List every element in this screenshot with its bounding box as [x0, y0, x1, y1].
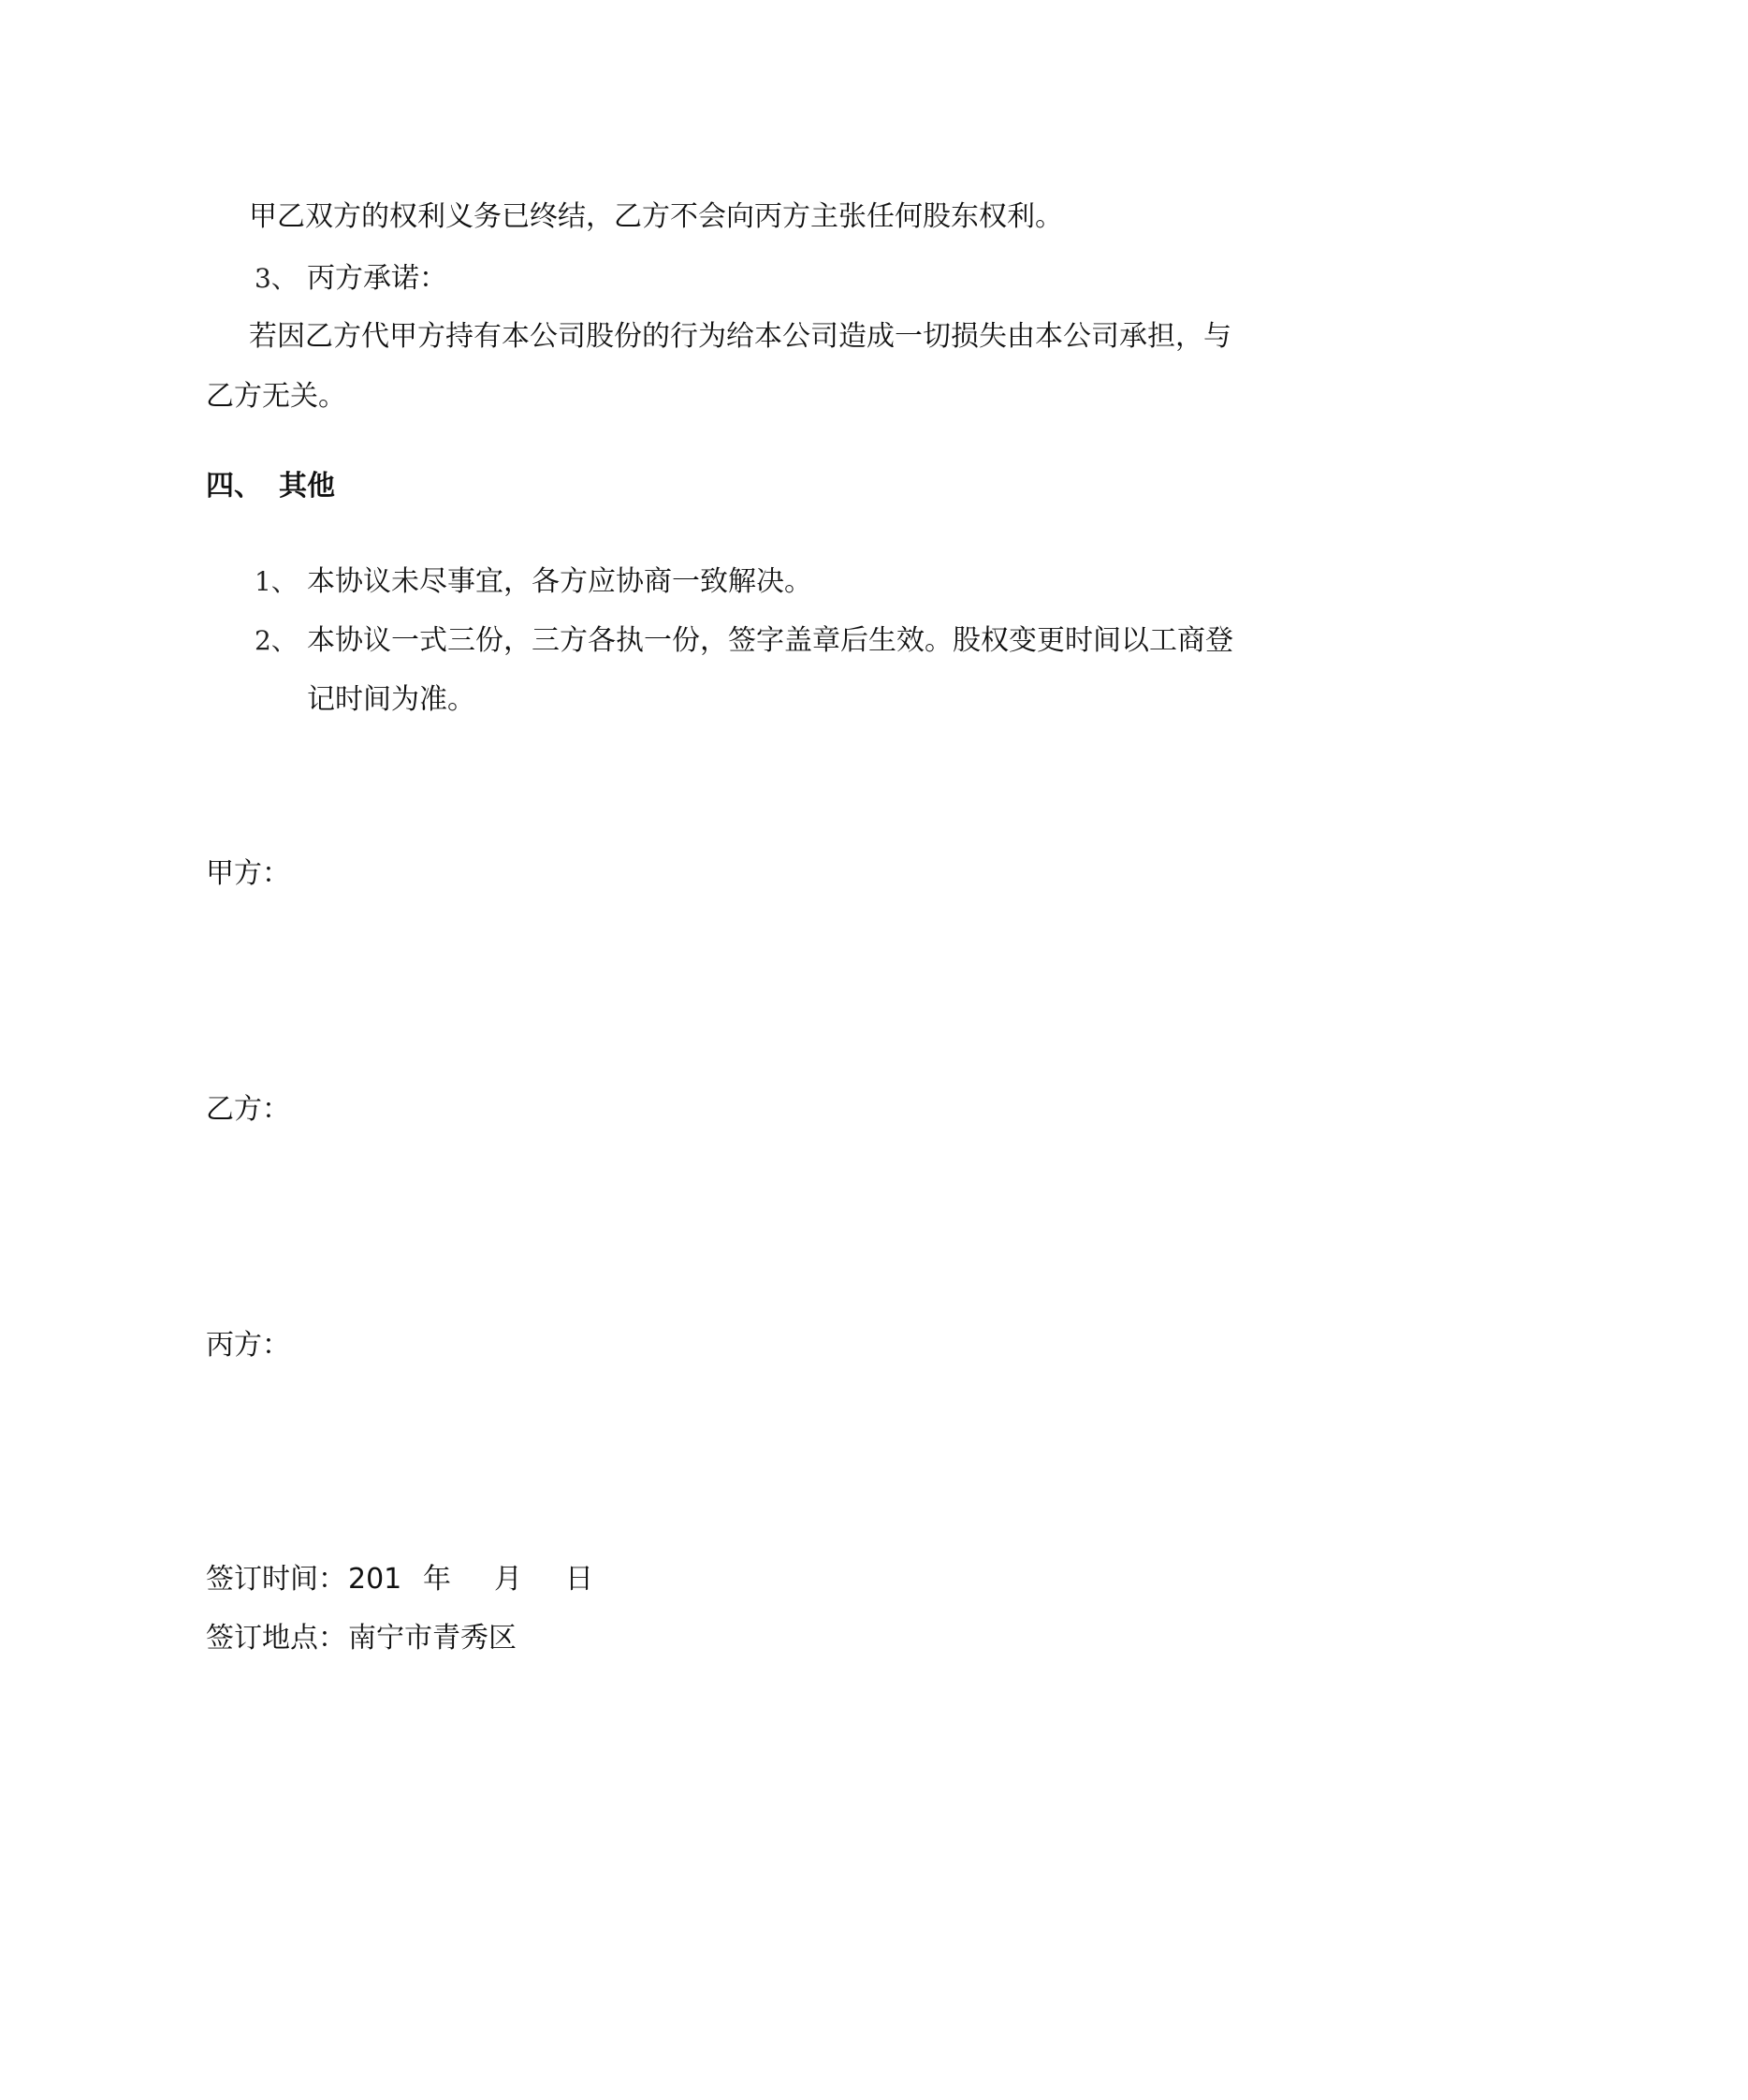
- signing-year-value: 201: [348, 1563, 402, 1596]
- signing-month-unit: 月: [494, 1563, 522, 1596]
- item-number-3: 3、: [255, 263, 298, 294]
- signing-day-unit: 日: [565, 1563, 593, 1596]
- party-b-signature-label: 乙方：: [206, 1093, 290, 1126]
- section-4-number: 四、: [206, 470, 262, 503]
- item-number-1: 1、: [255, 566, 298, 597]
- item-3-text-line-1: 若因乙方代甲方持有本公司股份的行为给本公司造成一切损失由本公司承担，与: [249, 320, 1231, 353]
- item-3-label: 丙方承诺：: [307, 262, 447, 295]
- signing-year-unit: 年: [423, 1563, 451, 1596]
- party-a-signature-label: 甲方：: [206, 857, 290, 890]
- section-4-title: 其他: [279, 470, 335, 503]
- item-number-2: 2、: [255, 625, 298, 656]
- item-1-text: 本协议未尽事宜，各方应协商一致解决。: [307, 565, 812, 598]
- signing-place-label: 签订地点：: [206, 1622, 346, 1655]
- item-3-text-line-2: 乙方无关。: [206, 380, 346, 413]
- signing-place-value: 南宁市青秀区: [348, 1622, 517, 1655]
- item-2-text-line-2: 记时间为准。: [307, 683, 475, 716]
- signing-time-label: 签订时间：: [206, 1563, 346, 1596]
- item-2-text-line-1: 本协议一式三份，三方各执一份，签字盖章后生效。股权变更时间以工商登: [307, 624, 1233, 657]
- paragraph-continuation: 甲乙双方的权利义务已终结，乙方不会向丙方主张任何股东权利。: [249, 200, 1063, 233]
- party-c-signature-label: 丙方：: [206, 1329, 290, 1362]
